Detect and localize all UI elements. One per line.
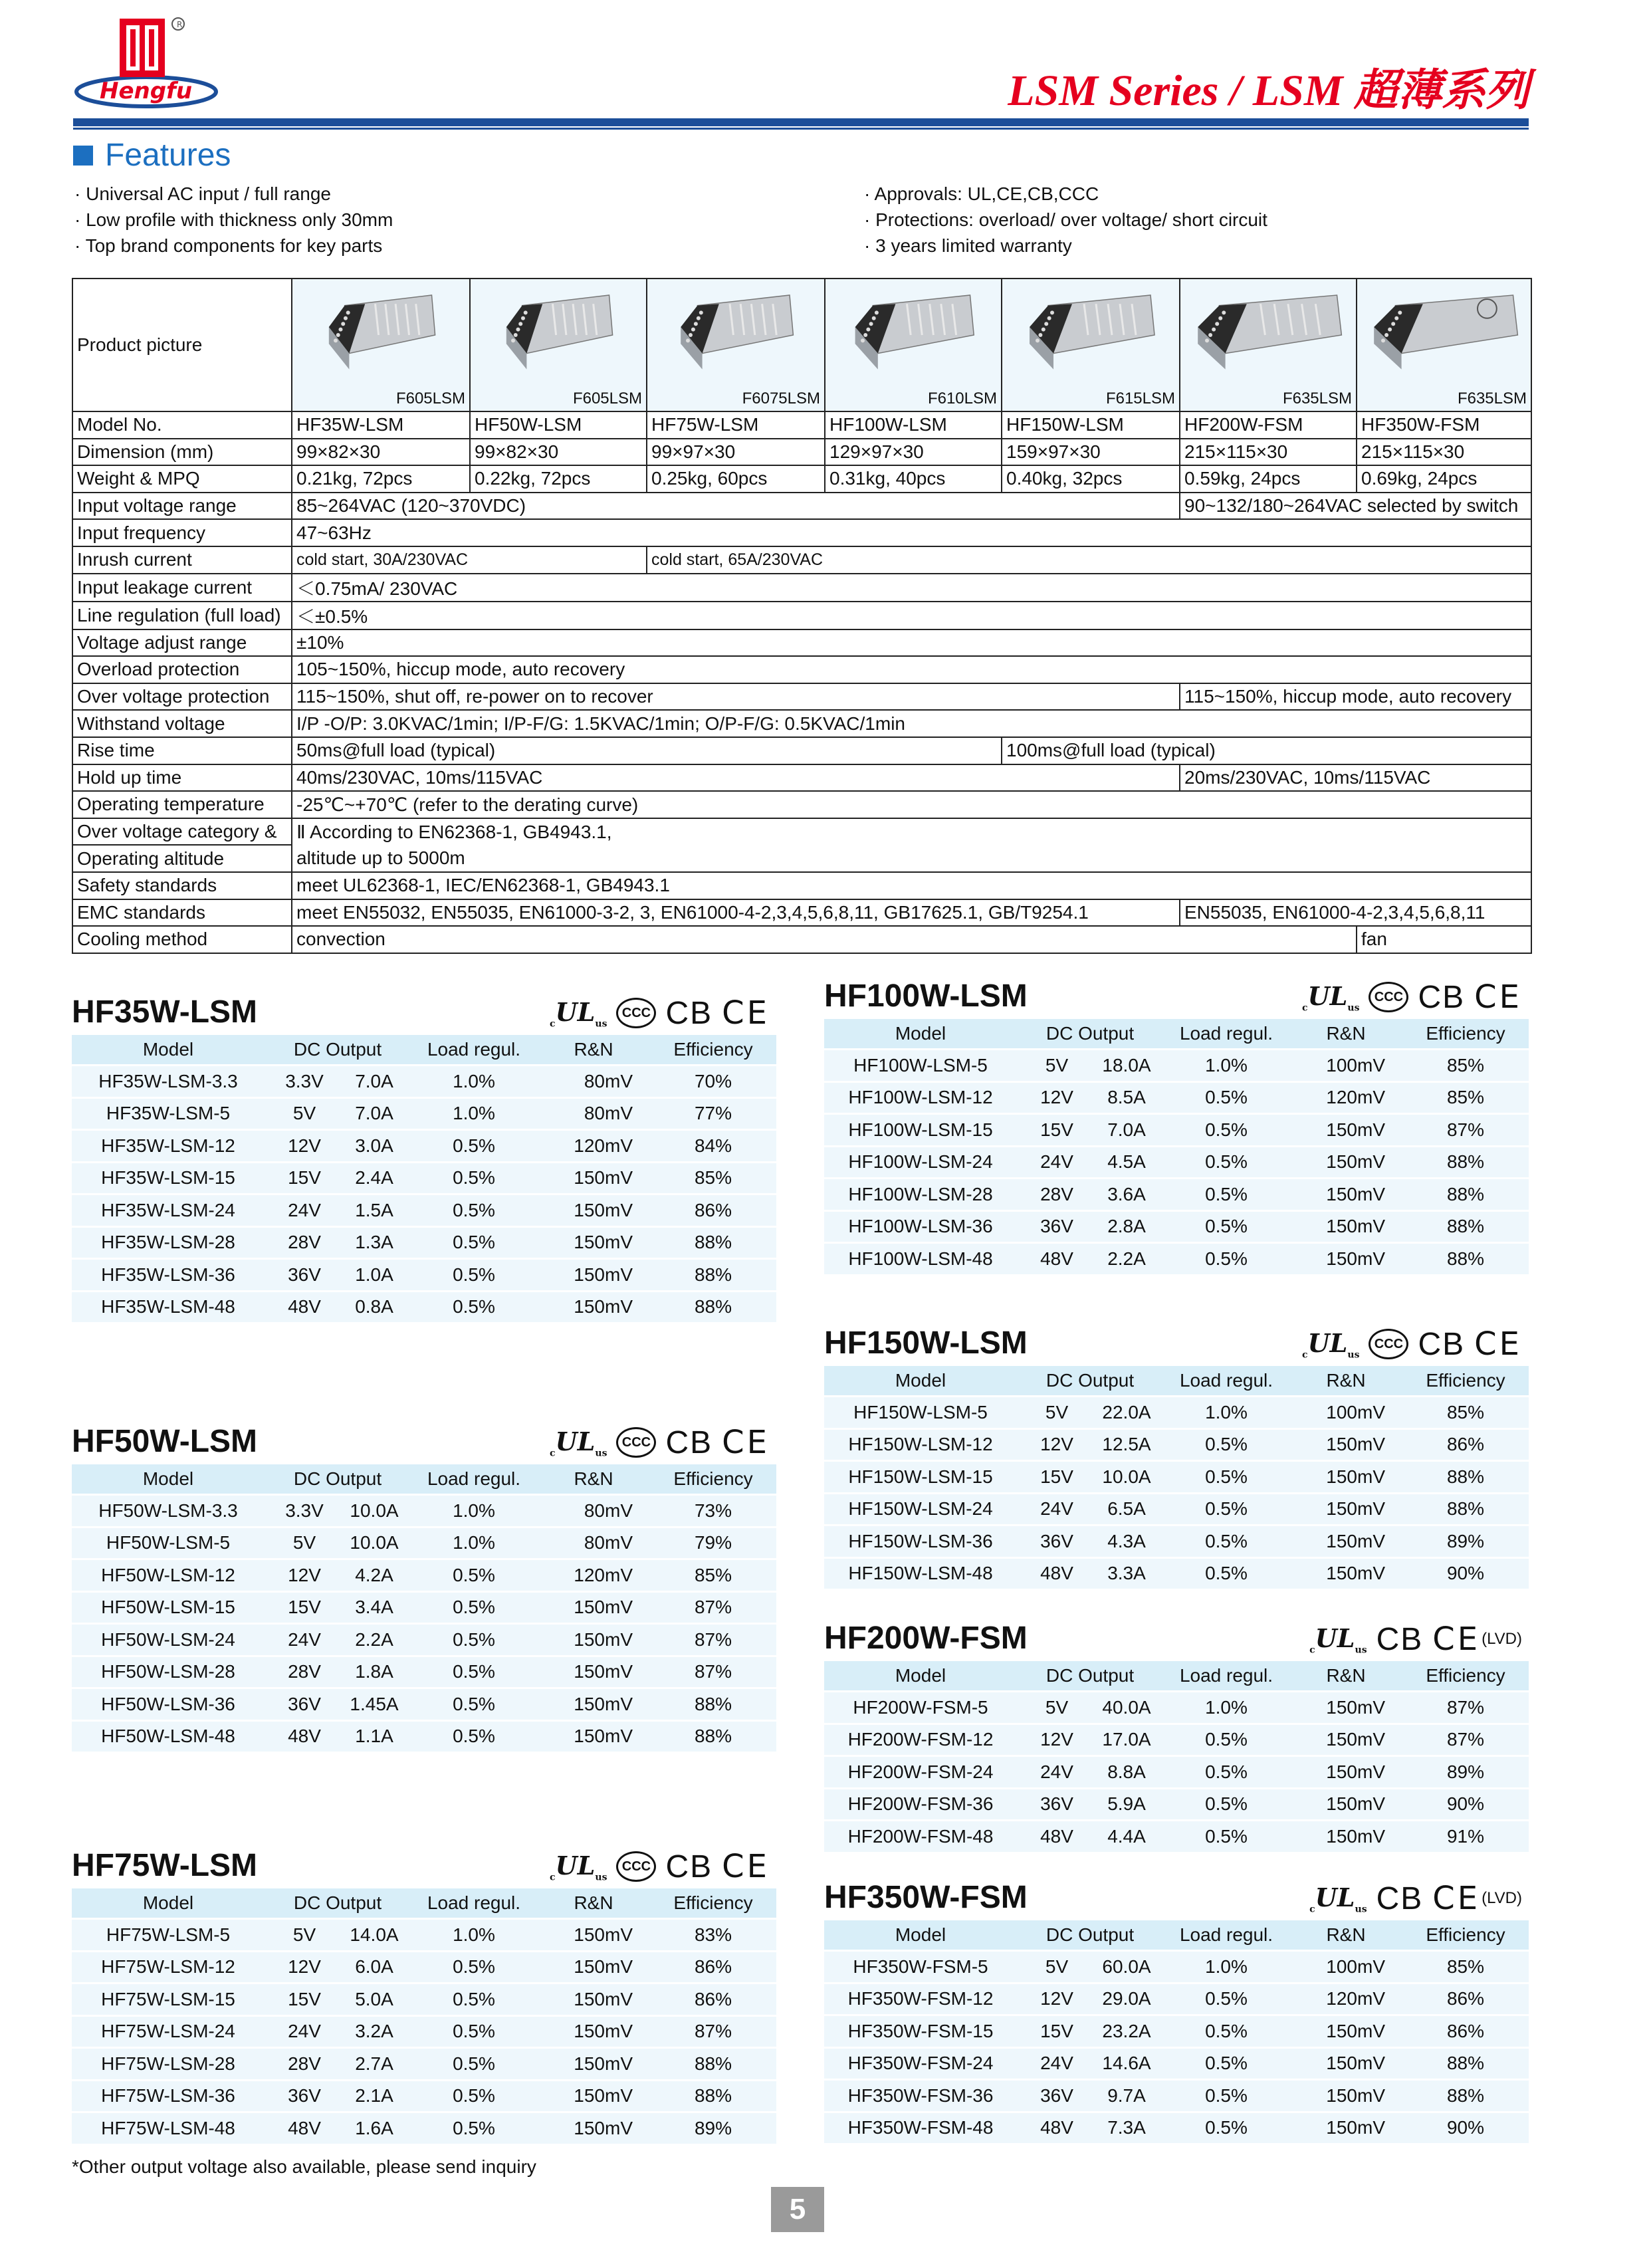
ccc-cert-icon: CCC (1369, 982, 1408, 1012)
model-table (824, 1659, 1529, 1854)
ul-cert-icon: $_cUL_{us}$ (550, 1426, 607, 1459)
model-block-header (824, 974, 1529, 1017)
table-row: HF350W-FSM-48 48V 7.3A 0.5% 150mV 90% (824, 2113, 1529, 2144)
ce-cert-icon: CE (1474, 1325, 1522, 1363)
spec-row-dimension: Dimension (mm) 99×82×30 99×82×30 99×97×30 129×97×30 159×97×30 215×115×30 215×115×30 (72, 439, 1531, 466)
table-row: HF75W-LSM-28 28V 2.7A 0.5% 150mV 88% (72, 2049, 776, 2079)
table-row: HF200W-FSM-12 12V 17.0A 0.5% 150mV 87% (824, 1725, 1529, 1756)
spec-row-withstand: Withstand voltage I/P -O/P: 3.0KVAC/1min; I/P-F/G: 1.5KVAC/1min; O/P-F/G: 0.5KVAC/1min (72, 710, 1531, 737)
spec-row-weight: Weight & MPQ 0.21kg, 72pcs 0.22kg, 72pcs 0.25kg, 60pcs 0.31kg, 40pcs 0.40kg, 32pcs 0.59kg, 24pcs 0.69kg, 24pcs (72, 465, 1531, 493)
ce-cert-icon: CE (722, 994, 770, 1032)
model-block-header (824, 1876, 1529, 1918)
spec-row-ov-category: Over voltage category & Ⅱ According to EN62368-1, GB4943.1, (72, 818, 1531, 846)
certifications (1302, 977, 1522, 1017)
footnote: *Other output voltage also available, please send inquiry (72, 2156, 536, 2177)
ce-cert-icon: CE (1432, 1880, 1481, 1917)
spec-label: Input frequency (72, 519, 292, 546)
table-header-row: Model DC Output Load regul. R&N Efficiency (824, 1366, 1529, 1395)
spec-label: Voltage adjust range (72, 629, 292, 657)
table-header-row: Model DC Output Load regul. R&N Efficiency (72, 1464, 776, 1494)
brand-name: Hengfu (100, 78, 193, 104)
table-header-row: Model DC Output Load regul. R&N Efficiency (72, 1888, 776, 1918)
table-row: HF50W-LSM-3.3 3.3V 10.0A 1.0% 80mV 73% (72, 1496, 776, 1526)
model-table (72, 1886, 776, 2146)
model-block (72, 990, 776, 1324)
table-row: HF350W-FSM-5 5V 60.0A 1.0% 100mV 85% (824, 1952, 1529, 1982)
features-right-list (864, 181, 1267, 259)
table-row: HF50W-LSM-36 36V 1.45A 0.5% 150mV 88% (72, 1689, 776, 1720)
hengfu-logo (73, 13, 226, 113)
certifications (1309, 1619, 1522, 1659)
model-block-title: HF200W-FSM (824, 1621, 1028, 1656)
spec-row-operating-temp: Operating temperature -25℃~+70℃ (refer to the derating curve) (72, 791, 1531, 818)
spec-row-input-voltage: Input voltage range 85~264VAC (120~370VDC) 90~132/180~264VAC selected by switch (72, 493, 1531, 520)
table-row: HF75W-LSM-24 24V 3.2A 0.5% 150mV 87% (72, 2017, 776, 2047)
svg-text:R: R (177, 20, 183, 29)
model-block-header (824, 1321, 1529, 1364)
product-photo: F635LSM (1180, 279, 1356, 411)
model-block (824, 1617, 1529, 1854)
spec-row-overload: Overload protection 105~150%, hiccup mode, auto recovery (72, 656, 1531, 683)
spec-label: EMC standards (72, 899, 292, 927)
spec-table (72, 278, 1532, 954)
table-row: HF50W-LSM-28 28V 1.8A 0.5% 150mV 87% (72, 1657, 776, 1688)
table-row: HF35W-LSM-5 5V 7.0A 1.0% 80mV 77% (72, 1099, 776, 1129)
spec-label: Withstand voltage (72, 710, 292, 737)
ul-cert-icon: $_cUL_{us}$ (550, 1850, 607, 1883)
cb-cert-icon: CB (1376, 1621, 1424, 1657)
spec-row-voltage-adjust: Voltage adjust range ±10% (72, 629, 1531, 657)
spec-label: Inrush current (72, 546, 292, 574)
table-row: HF35W-LSM-24 24V 1.5A 0.5% 150mV 86% (72, 1195, 776, 1226)
ce-cert-icon: CE (1432, 1621, 1481, 1658)
model-table (824, 1364, 1529, 1591)
spec-label: Overload protection (72, 656, 292, 683)
ce-cert-icon: CE (722, 1848, 770, 1885)
spec-row-input-frequency: Input frequency 47~63Hz (72, 519, 1531, 546)
spec-label: Input leakage current (72, 574, 292, 602)
table-row: HF35W-LSM-15 15V 2.4A 0.5% 150mV 85% (72, 1163, 776, 1194)
model-block-header (72, 1420, 776, 1462)
table-row: HF100W-LSM-24 24V 4.5A 0.5% 150mV 88% (824, 1147, 1529, 1178)
model-table (824, 1017, 1529, 1276)
table-row: HF75W-LSM-5 5V 14.0A 1.0% 150mV 83% (72, 1920, 776, 1950)
spec-row-cooling: Cooling method convection fan (72, 926, 1531, 953)
ul-cert-icon: $_cUL_{us}$ (1309, 1882, 1367, 1915)
cb-cert-icon: CB (1376, 1880, 1424, 1916)
table-row: HF150W-LSM-24 24V 6.5A 0.5% 150mV 88% (824, 1494, 1529, 1525)
model-block-title: HF35W-LSM (72, 994, 258, 1030)
model-block-header (824, 1617, 1529, 1659)
ce-cert-icon: CE (1474, 978, 1522, 1016)
table-row: HF75W-LSM-12 12V 6.0A 0.5% 150mV 86% (72, 1952, 776, 1983)
model-table (72, 1462, 776, 1754)
spec-row-emc: EMC standards meet EN55032, EN55035, EN61000-3-2, 3, EN61000-4-2,3,4,5,6,8,11, GB17625.1, GB/T9254.1 EN55035, EN61000-4-2,3,4,5,6,8,11 (72, 899, 1531, 927)
ccc-cert-icon: CCC (616, 1427, 656, 1458)
spec-label: Operating temperature (72, 791, 292, 818)
spec-label: Dimension (mm) (72, 439, 292, 466)
table-row: HF35W-LSM-28 28V 1.3A 0.5% 150mV 88% (72, 1228, 776, 1258)
product-photo: F635LSM (1357, 279, 1531, 411)
product-photo: F610LSM (825, 279, 1001, 411)
ccc-cert-icon: CCC (1369, 1329, 1408, 1359)
model-table (824, 1918, 1529, 2145)
spec-label: Cooling method (72, 926, 292, 953)
feature-item: · Protections: overload/ over voltage/ short circuit (864, 209, 1267, 230)
ul-cert-icon: $_cUL_{us}$ (1302, 980, 1360, 1014)
feature-item: · 3 years limited warranty (864, 235, 1072, 256)
spec-row-safety: Safety standards meet UL62368-1, IEC/EN62368-1, GB4943.1 (72, 872, 1531, 899)
product-photo: F605LSM (471, 279, 646, 411)
model-block-title: HF50W-LSM (72, 1424, 258, 1459)
cb-cert-icon: CB (665, 995, 713, 1031)
table-row: HF350W-FSM-15 15V 23.2A 0.5% 150mV 86% (824, 2016, 1529, 2047)
table-row: HF200W-FSM-36 36V 5.9A 0.5% 150mV 90% (824, 1789, 1529, 1820)
product-photo: F605LSM (292, 279, 469, 411)
table-header-row: Model DC Output Load regul. R&N Efficiency (824, 1019, 1529, 1048)
header-rule-thin (73, 128, 1529, 130)
table-header-row: Model DC Output Load regul. R&N Efficiency (824, 1661, 1529, 1690)
table-row: HF50W-LSM-15 15V 3.4A 0.5% 150mV 87% (72, 1593, 776, 1623)
model-table (72, 1033, 776, 1324)
spec-label: Product picture (72, 279, 292, 411)
table-row: HF350W-FSM-24 24V 14.6A 0.5% 150mV 88% (824, 2049, 1529, 2079)
features-heading (73, 137, 231, 173)
ul-cert-icon: $_cUL_{us}$ (550, 996, 607, 1030)
spec-label: Operating altitude (72, 845, 292, 872)
page-header (0, 0, 1649, 133)
spec-label: Hold up time (72, 764, 292, 792)
header-rule (73, 118, 1529, 126)
features-left-list (74, 181, 393, 259)
table-row: HF100W-LSM-15 15V 7.0A 0.5% 150mV 87% (824, 1115, 1529, 1145)
table-row: HF35W-LSM-36 36V 1.0A 0.5% 150mV 88% (72, 1260, 776, 1290)
table-row: HF75W-LSM-48 48V 1.6A 0.5% 150mV 89% (72, 2113, 776, 2144)
product-photo: F6075LSM (647, 279, 824, 411)
model-block (72, 1420, 776, 1754)
model-block (824, 1876, 1529, 2145)
spec-label: Over voltage protection (72, 683, 292, 711)
table-row: HF200W-FSM-48 48V 4.4A 0.5% 150mV 91% (824, 1821, 1529, 1852)
table-row: HF150W-LSM-36 36V 4.3A 0.5% 150mV 89% (824, 1526, 1529, 1557)
certifications (550, 993, 770, 1033)
features-title: Features (105, 138, 231, 173)
feature-item: · Approvals: UL,CE,CB,CCC (864, 183, 1099, 204)
lvd-label: (LVD) (1482, 1889, 1522, 1907)
table-row: HF50W-LSM-24 24V 2.2A 0.5% 150mV 87% (72, 1625, 776, 1655)
spec-table-wrap (72, 278, 1531, 954)
spec-row-model: Model No. HF35W-LSM HF50W-LSM HF75W-LSM HF100W-LSM HF150W-LSM HF200W-FSM HF350W-FSM (72, 411, 1531, 439)
spec-row-product-picture (72, 279, 1531, 411)
table-row: HF200W-FSM-24 24V 8.8A 0.5% 150mV 89% (824, 1757, 1529, 1787)
spec-row-line-regulation: Line regulation (full load) ＜±0.5% (72, 602, 1531, 629)
feature-item: · Low profile with thickness only 30mm (74, 209, 393, 230)
table-row: HF200W-FSM-5 5V 40.0A 1.0% 150mV 87% (824, 1692, 1529, 1723)
table-row: HF50W-LSM-5 5V 10.0A 1.0% 80mV 79% (72, 1528, 776, 1559)
spec-row-ovp: Over voltage protection 115~150%, shut off, re-power on to recover 115~150%, hiccup mode, auto recovery (72, 683, 1531, 711)
model-block-title: HF150W-LSM (824, 1325, 1028, 1361)
table-row: HF35W-LSM-12 12V 3.0A 0.5% 120mV 84% (72, 1131, 776, 1161)
table-row: HF150W-LSM-48 48V 3.3A 0.5% 150mV 90% (824, 1559, 1529, 1589)
table-row: HF100W-LSM-36 36V 2.8A 0.5% 150mV 88% (824, 1212, 1529, 1242)
spec-label: Line regulation (full load) (72, 602, 292, 629)
table-row: HF50W-LSM-48 48V 1.1A 0.5% 150mV 88% (72, 1722, 776, 1752)
feature-item: · Universal AC input / full range (74, 183, 331, 204)
ce-cert-icon: CE (722, 1424, 770, 1461)
spec-row-altitude: Operating altitude altitude up to 5000m (72, 845, 1531, 872)
model-block-header (72, 990, 776, 1033)
model-block-title: HF100W-LSM (824, 978, 1028, 1014)
model-block (824, 974, 1529, 1276)
model-block-header (72, 1844, 776, 1886)
feature-item: · Top brand components for key parts (74, 235, 383, 256)
spec-row-leakage: Input leakage current ＜0.75mA/ 230VAC (72, 574, 1531, 602)
table-row: HF100W-LSM-28 28V 3.6A 0.5% 150mV 88% (824, 1179, 1529, 1210)
table-row: HF35W-LSM-48 48V 0.8A 0.5% 150mV 88% (72, 1292, 776, 1323)
table-header-row: Model DC Output Load regul. R&N Efficiency (72, 1035, 776, 1064)
model-block-title: HF350W-FSM (824, 1880, 1028, 1915)
table-header-row: Model DC Output Load regul. R&N Efficiency (824, 1920, 1529, 1950)
model-block (824, 1321, 1529, 1591)
table-row: HF350W-FSM-12 12V 29.0A 0.5% 120mV 86% (824, 1984, 1529, 2015)
spec-label: Input voltage range (72, 493, 292, 520)
certifications (550, 1847, 770, 1886)
model-block (72, 1844, 776, 2146)
table-row: HF150W-LSM-15 15V 10.0A 0.5% 150mV 88% (824, 1462, 1529, 1492)
product-photo: F615LSM (1002, 279, 1179, 411)
ccc-cert-icon: CCC (616, 1851, 656, 1882)
table-row: HF100W-LSM-48 48V 2.2A 0.5% 150mV 88% (824, 1244, 1529, 1274)
cb-cert-icon: CB (1418, 1326, 1466, 1362)
certifications (1302, 1324, 1522, 1364)
series-title: LSM Series / LSM 超薄系列 (1008, 66, 1529, 115)
table-row: HF50W-LSM-12 12V 4.2A 0.5% 120mV 85% (72, 1560, 776, 1591)
spec-row-inrush: Inrush current cold start, 30A/230VAC cold start, 65A/230VAC (72, 546, 1531, 574)
spec-row-rise-time: Rise time 50ms@full load (typical) 100ms@full load (typical) (72, 737, 1531, 764)
model-block-title: HF75W-LSM (72, 1848, 258, 1883)
cb-cert-icon: CB (1418, 979, 1466, 1015)
square-bullet-icon (73, 146, 93, 166)
table-row: HF100W-LSM-12 12V 8.5A 0.5% 120mV 85% (824, 1083, 1529, 1113)
spec-label: Rise time (72, 737, 292, 764)
page-number: 5 (771, 2187, 824, 2232)
spec-label: Over voltage category & (72, 818, 292, 846)
ccc-cert-icon: CCC (616, 998, 656, 1028)
cb-cert-icon: CB (665, 1849, 713, 1884)
table-row: HF35W-LSM-3.3 3.3V 7.0A 1.0% 80mV 70% (72, 1066, 776, 1097)
table-row: HF150W-LSM-5 5V 22.0A 1.0% 100mV 85% (824, 1397, 1529, 1428)
table-row: HF100W-LSM-5 5V 18.0A 1.0% 100mV 85% (824, 1050, 1529, 1081)
ul-cert-icon: $_cUL_{us}$ (1309, 1623, 1367, 1656)
cb-cert-icon: CB (665, 1424, 713, 1460)
certifications (1309, 1878, 1522, 1918)
certifications (550, 1422, 770, 1462)
table-row: HF75W-LSM-36 36V 2.1A 0.5% 150mV 88% (72, 2081, 776, 2112)
spec-label: Weight & MPQ (72, 465, 292, 493)
spec-label: Safety standards (72, 872, 292, 899)
ul-cert-icon: $_cUL_{us}$ (1302, 1327, 1360, 1361)
spec-label: Model No. (72, 411, 292, 439)
table-row: HF350W-FSM-36 36V 9.7A 0.5% 150mV 88% (824, 2081, 1529, 2111)
table-row: HF75W-LSM-15 15V 5.0A 0.5% 150mV 86% (72, 1984, 776, 2015)
lvd-label: (LVD) (1482, 1630, 1522, 1648)
table-row: HF150W-LSM-12 12V 12.5A 0.5% 150mV 86% (824, 1430, 1529, 1460)
spec-row-hold-up: Hold up time 40ms/230VAC, 10ms/115VAC 20ms/230VAC, 10ms/115VAC (72, 764, 1531, 792)
